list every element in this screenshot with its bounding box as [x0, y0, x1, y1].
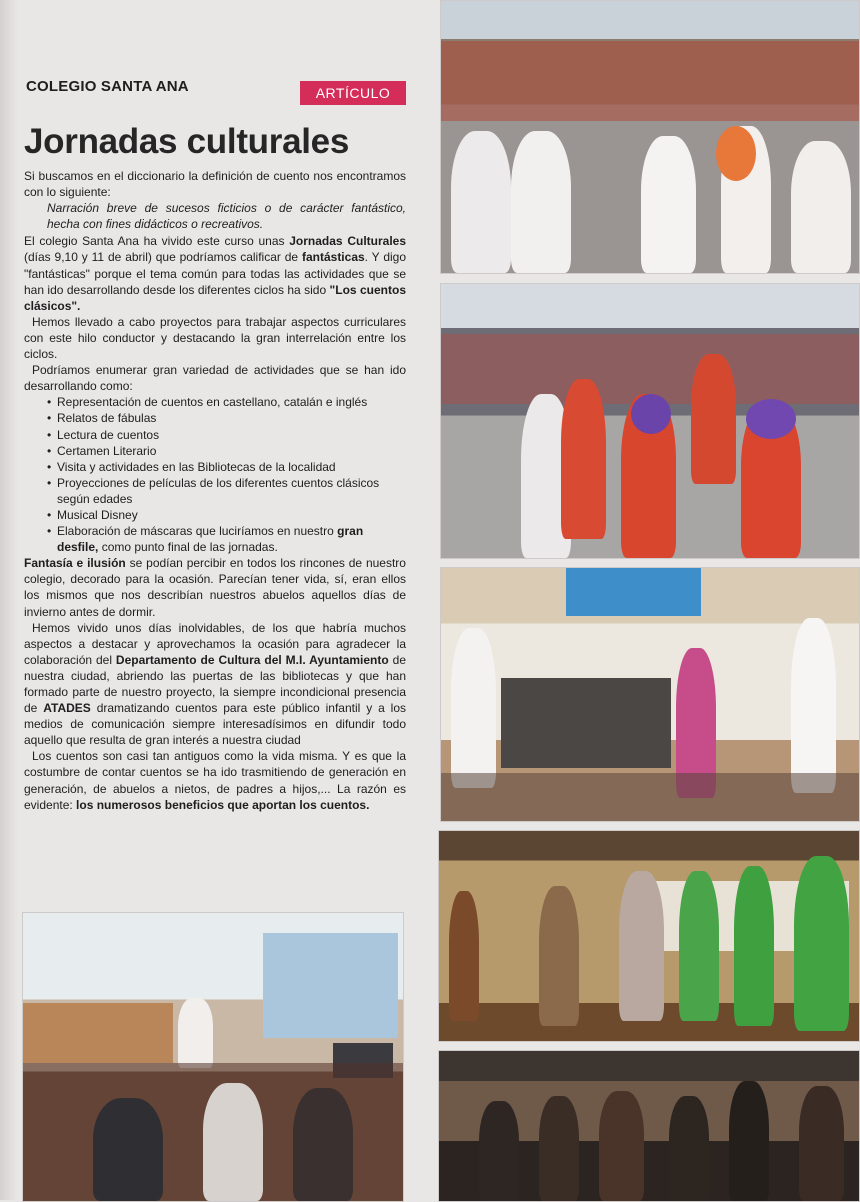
- paragraph-activities-intro: Podríamos enumerar gran variedad de actividades que se han ido desarrollando como:: [24, 363, 406, 394]
- list-item: • Lectura de cuentos: [47, 427, 406, 443]
- paragraph-intro: Si buscamos en el diccionario la definición de cuento nos encontramos con lo siguiente:: [24, 169, 406, 200]
- photo-mask-parade: [440, 0, 860, 274]
- photo-musical-performance: [438, 1050, 860, 1202]
- page-edge-shadow: [0, 0, 18, 1200]
- photo-stage-play: [438, 830, 860, 1042]
- article-title: Jornadas culturales: [24, 122, 349, 161]
- list-item: • Certamen Literario: [47, 443, 406, 459]
- paragraph-jornadas: El colegio Santa Ana ha vivido este curso unas Jornadas Culturales (días 9,10 y 11 de abril) que podríamos calificar de fantásticas. Y digo "fantásticas" porque el tema común para todas las actividades que se han ido desarrollando desde los diferentes ciclos ha sido "Los cuentos clásicos".: [24, 234, 407, 313]
- article-body: [24, 168, 406, 813]
- paragraph-thanks: Hemos vivido unos días inolvidables, de los que habría muchos aspectos a destacar y aprovechamos la ocasión para agradecer la colaboración del Departamento de Cultura del M.I. Ayuntamiento de nuestra ciudad, abriendo las puertas de las bibliotecas y que han formado parte de nuestro proyecto, la siempre incondicional presencia de ATADES dramatizando cuentos para este público infantil y a los medios de comunicación siempre interesadísimos en difundir todo aquello que resulta de gran interés a nuestra ciudad: [24, 620, 407, 748]
- list-item: • Representación de cuentos en castellano, catalán e inglés: [47, 394, 406, 410]
- paragraph-projects: Hemos llevado a cabo proyectos para trabajar aspectos curriculares con este hilo conductor y destacando la gran interrelación entre los ciclos.: [24, 314, 406, 362]
- photo-classroom-storytelling: [440, 567, 860, 822]
- list-item: • Proyecciones de películas de los diferentes cuentos clásicos según edades: [47, 475, 406, 507]
- section-badge: ARTÍCULO: [300, 81, 406, 105]
- list-item: • Elaboración de máscaras que luciríamos en nuestro gran desfile, como punto final de las jornadas.: [47, 523, 406, 555]
- school-name: COLEGIO SANTA ANA: [26, 78, 189, 95]
- list-item: • Relatos de fábulas: [47, 410, 406, 426]
- definition-quote: Narración breve de sucesos ficticios o de carácter fantástico, hecha con fines didácticos o recreativos.: [47, 201, 406, 232]
- list-item: • Musical Disney: [47, 507, 406, 523]
- paragraph-conclusion: Los cuentos son casi tan antiguos como la vida misma. Y es que la costumbre de contar cuentos se ha ido trasmitiendo de generación en generación, de abuelos a nietos, de padres a hijos,... La razón es evidente: los numerosos beneficios que aportan los cuentos.: [24, 749, 406, 812]
- photo-masked-children-dance: [440, 283, 860, 559]
- paragraph-fantasia: Fantasía e ilusión se podían percibir en todos los rincones de nuestro colegio, decorado para la ocasión. Parecían tener vida, sí, eran ellos los mismos que nos describían nuestros abuelos aquellos días de invierno antes de dormir.: [24, 556, 406, 619]
- photo-library-reading: [22, 912, 404, 1202]
- list-item: • Visita y actividades en las Bibliotecas de la localidad: [47, 459, 406, 475]
- activities-list: [24, 394, 406, 555]
